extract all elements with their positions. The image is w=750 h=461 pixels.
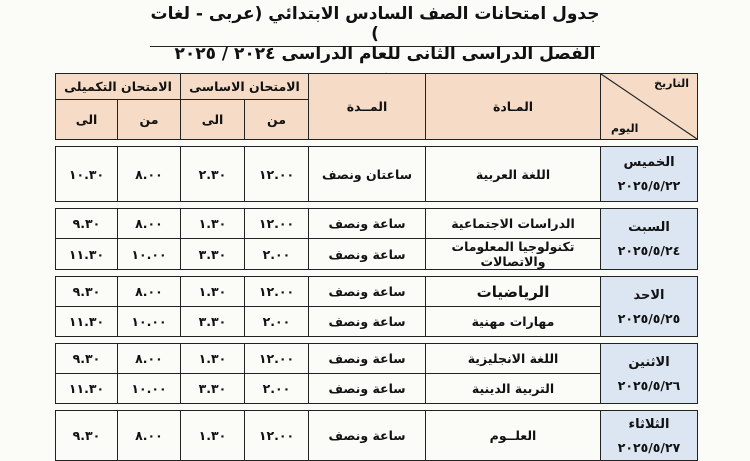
basic-from-cell: ٢.٠٠ — [245, 239, 309, 270]
subject-header: المـادة — [426, 74, 601, 140]
day-cell — [601, 209, 698, 270]
duration-header: المــدة — [309, 74, 426, 140]
day-date: ٢٠٢٥/٥/٢٧ — [617, 439, 681, 455]
basic-to-cell: ١.٣٠ — [181, 411, 245, 461]
duration-cell: ساعة ونصف — [309, 209, 426, 239]
supp-from-cell: ٨.٠٠ — [118, 344, 181, 374]
subject-cell: التربية الدينية — [426, 374, 601, 404]
subject-cell: العلــوم — [426, 411, 601, 461]
day-name: الخميس — [623, 155, 675, 170]
basic-to-cell: ١.٣٠ — [181, 344, 245, 374]
day-date: ٢٠٢٥/٥/٢٥ — [617, 310, 681, 326]
subject-cell: اللغة العربية — [426, 147, 601, 202]
basic-to-cell: ١.٣٠ — [181, 277, 245, 307]
supp-from-cell: ٨.٠٠ — [118, 277, 181, 307]
subject-cell: مهارات مهنية — [426, 307, 601, 337]
supp-to-cell: ١٠.٣٠ — [56, 147, 118, 202]
subject-cell: الدراسات الاجتماعية — [426, 209, 601, 239]
day-header: اليوم — [611, 122, 639, 135]
basic-from-cell: ١٢.٠٠ — [245, 411, 309, 461]
subject-cell: الرياضيات — [426, 277, 601, 307]
supp-from-cell: ٨.٠٠ — [118, 411, 181, 461]
supp-to-cell: ٩.٣٠ — [56, 344, 118, 374]
supp-to-cell: ٩.٣٠ — [56, 209, 118, 239]
supp-to-cell: ١١.٣٠ — [56, 239, 118, 270]
supplementary-exam-header: الامتحان التكميلى — [56, 74, 181, 100]
supp-to-cell: ٩.٣٠ — [56, 277, 118, 307]
day-name: الاحد — [633, 287, 665, 303]
supp-from-cell: ١٠.٠٠ — [118, 307, 181, 337]
duration-cell: ساعة ونصف — [309, 239, 426, 270]
duration-cell: ساعة ونصف — [309, 344, 426, 374]
basic-from-cell: ١٢.٠٠ — [245, 147, 309, 202]
basic-from-cell: ٢.٠٠ — [245, 307, 309, 337]
basic-to-cell: ٣.٣٠ — [181, 307, 245, 337]
duration-cell: ساعة ونصف — [309, 411, 426, 461]
supp-from-header: من — [118, 100, 181, 140]
supp-to-cell: ١١.٣٠ — [56, 374, 118, 404]
supp-from-cell: ١٠.٠٠ — [118, 239, 181, 270]
table-row — [56, 209, 698, 239]
supp-from-cell: ١٠.٠٠ — [118, 374, 181, 404]
basic-to-cell: ١.٣٠ — [181, 209, 245, 239]
subject-cell: تكنولوجيا المعلومات والاتصالات — [426, 239, 601, 270]
table-row — [56, 411, 698, 461]
page-subtitle: الفصل الدراسى الثانى للعام الدراسى ٢٠٢٤ / ٢٠٢٥ — [170, 44, 600, 87]
page-title: جدول امتحانات الصف السادس الابتدائي (عربى - لغات ) — [150, 4, 600, 47]
basic-to-cell: ٣.٣٠ — [181, 239, 245, 270]
day-cell — [601, 411, 698, 461]
supp-from-cell: ٨.٠٠ — [118, 147, 181, 202]
basic-exam-header: الامتحان الاساسى — [181, 74, 309, 100]
day-name: الاثنين — [628, 354, 670, 370]
day-name: السبت — [628, 220, 670, 235]
duration-cell: ساعة ونصف — [309, 277, 426, 307]
basic-from-cell: ١٢.٠٠ — [245, 277, 309, 307]
day-name: الثلاثاء — [628, 416, 670, 432]
table-row — [56, 147, 698, 202]
duration-cell: ساعة ونصف — [309, 307, 426, 337]
basic-to-header: الى — [181, 100, 245, 140]
table-row — [56, 344, 698, 374]
supp-to-cell: ٩.٣٠ — [56, 411, 118, 461]
basic-from-header: من — [245, 100, 309, 140]
supp-to-header: الى — [56, 100, 118, 140]
exam-schedule-table — [55, 73, 698, 461]
day-cell — [601, 277, 698, 337]
table-row — [56, 277, 698, 307]
day-date: ٢٠٢٥/٥/٢٦ — [617, 377, 681, 393]
date-header: التاريخ — [654, 77, 689, 90]
basic-from-cell: ١٢.٠٠ — [245, 209, 309, 239]
basic-from-cell: ٢.٠٠ — [245, 374, 309, 404]
subject-cell: اللغة الانجليزية — [426, 344, 601, 374]
day-cell — [601, 147, 698, 202]
duration-cell: ساعة ونصف — [309, 374, 426, 404]
supp-from-cell: ٨.٠٠ — [118, 209, 181, 239]
supp-to-cell: ١١.٣٠ — [56, 307, 118, 337]
duration-cell: ساعتان ونصف — [309, 147, 426, 202]
day-date: ٢٠٢٥/٥/٢٢ — [617, 178, 681, 193]
basic-from-cell: ١٢.٠٠ — [245, 344, 309, 374]
basic-to-cell: ٢.٣٠ — [181, 147, 245, 202]
day-cell — [601, 344, 698, 404]
basic-to-cell: ٣.٣٠ — [181, 374, 245, 404]
date-day-header — [601, 74, 698, 140]
day-date: ٢٠٢٥/٥/٢٤ — [617, 243, 681, 258]
